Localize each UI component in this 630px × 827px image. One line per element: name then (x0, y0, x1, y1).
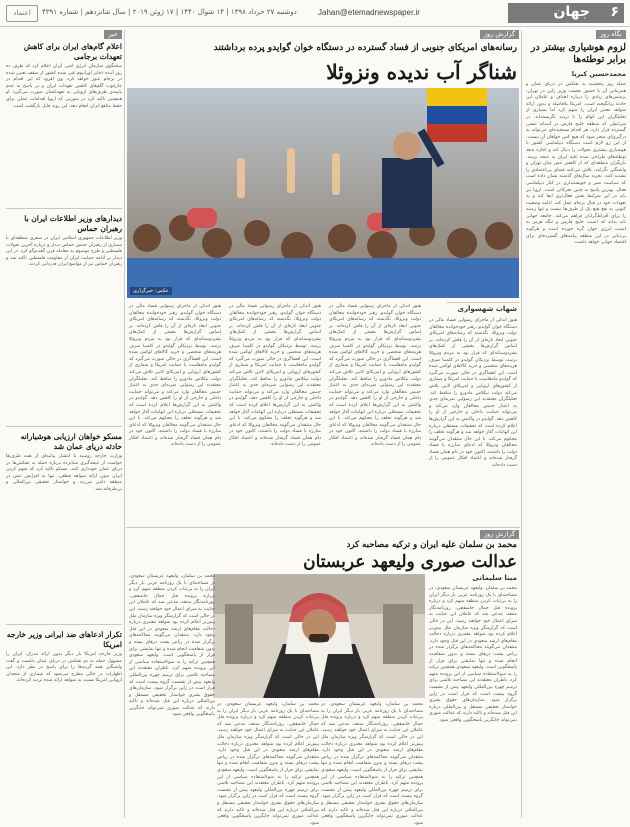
venezuela-body-col4: هنوز اندکی از ماجرای رسوایی فساد مالی در دستگاه خوان گوایدو، رهبر خودخوانده مخالفان دولت ونزوئلا، نگذشته که رسانه‌های امریکای جنوبی ابعاد تازه‌ای از آن را فاش کرده‌اند. بر اساس گزارش‌ها بخشی از کمک‌های بشردوستانه‌ای که قرار بود به مردم ونزوئلا برسد، توسط نزدیکان گوایدو در کلمبیا صرف هزینه‌های شخصی و خرید کالاهای لوکس شده است. این افشاگری در حالی صورت می‌گیرد که گوایدو ماه‌هاست با حمایت امریکا و شماری از کشورهای اروپایی و امریکای لاتین تلاش می‌کند دولت نیکلاس مادورو را ساقط کند. تحلیلگران معتقدند این رسوایی ضربه‌ای جدی به اعتبار جنبش مخالفان وارد می‌کند و می‌تواند حمایت داخلی و خارجی از او را کاهش دهد. گوایدو در واکنش به این گزارش‌ها اعلام کرده است که تحقیقات مستقلی درباره این اتهامات آغاز خواهد شد و هرگونه تخلف را محکوم می‌کند. با این حال منتقدان می‌گویند مخالفان ونزوئلا که ادعای مبارزه با فساد دولت را داشتند، اکنون خود در دام همان فساد گرفتار شده‌اند و اعتماد افکار عمومی را از دست داده‌اند. (129, 304, 221, 448)
news-divider (6, 208, 122, 209)
section-divider (126, 527, 520, 528)
sidebar-tag: نگاه روز (596, 30, 626, 39)
news-tag: خبر (104, 30, 122, 39)
photo-credit: عکس: خبرگزاری (130, 287, 172, 295)
left-news-column (4, 30, 122, 818)
right-sidebar (524, 30, 626, 818)
venezuela-body-col1: هنوز اندکی از ماجرای رسوایی فساد مالی در دستگاه خوان گوایدو، رهبر خودخوانده مخالفان دولت ونزوئلا، نگذشته که رسانه‌های امریکای جنوبی ابعاد تازه‌ای از آن را فاش کرده‌اند. بر اساس گزارش‌ها بخشی از کمک‌های بشردوستانه‌ای که قرار بود به مردم ونزوئلا برسد، توسط نزدیکان گوایدو در کلمبیا صرف هزینه‌های شخصی و خرید کالاهای لوکس شده است. این افشاگری در حالی صورت می‌گیرد که گوایدو ماه‌هاست با حمایت امریکا و شماری از کشورهای اروپایی و امریکای لاتین تلاش می‌کند دولت نیکلاس مادورو را ساقط کند. تحلیلگران معتقدند این رسوایی ضربه‌ای جدی به اعتبار جنبش مخالفان وارد می‌کند و می‌تواند حمایت داخلی و خارجی از او را کاهش دهد. گوایدو در واکنش به این گزارش‌ها اعلام کرده است که تحقیقات مستقلی درباره این اتهامات آغاز خواهد شد و هرگونه تخلف را محکوم می‌کند. با این حال منتقدان می‌گویند مخالفان ونزوئلا که ادعای مبارزه با فساد دولت را داشتند، اکنون خود در دام همان فساد گرفتار شده‌اند و اعتماد افکار عمومی را از دست داده‌اند. (429, 318, 517, 469)
saudi-body-col3: محمد بن سلمان، ولیعهد عربستان سعودی، در مصاحبه‌ای با یک روزنامه عربی بار دیگر ایران را به بی‌ثبات کردن منطقه متهم کرد و درباره پرونده قتل جمال خاشقچی، روزنامه‌نگار منتقد، مدعی شد که عاملان این جنایت به سزای اعمال خود خواهند رسید. این در حالی است که گزارشگر ویژه سازمان ملل پیش‌تر اعلام کرده بود شواهد معتبری درباره دخالت مقام‌های ارشد سعودی در این قتل وجود دارد. منتقدان می‌گویند محاکمه‌های برگزار شده در ریاض پشت درهای بسته و بدون شفافیت انجام شده و تنها نمایشی برای فرار از پاسخگویی است. ولیعهد سعودی همچنین ترکیه را به سوءاستفاده سیاسی از این پرونده متهم کرد. ناظران معتقدند این مصاحبه تلاشی برای ترمیم چهره بین‌المللی ولیعهد پیش از نشست گروه بیست است که قرار است در ژاپن برگزار شود. سازمان‌های حقوق بشری خواستار تحقیقی مستقل و بین‌المللی درباره این قتل شده‌اند و تاکید دارند که عدالت صوری نمی‌تواند جایگزین پاسخگویی واقعی شود. (217, 702, 319, 826)
venezuela-headline[interactable]: شناگر آب ندیده ونزوئلا (326, 60, 517, 84)
saudi-body-col4: محمد بن سلمان، ولیعهد عربستان سعودی، در مصاحبه‌ای با یک روزنامه عربی بار دیگر ایران را به بی‌ثبات کردن منطقه متهم کرد و درباره پرونده قتل جمال خاشقچی، روزنامه‌نگار منتقد، مدعی شد که عاملان این جنایت به سزای اعمال خود خواهند رسید. این در حالی است که گزارشگر ویژه سازمان ملل پیش‌تر اعلام کرده بود شواهد معتبری درباره دخالت مقام‌های ارشد سعودی در این قتل وجود دارد. منتقدان می‌گویند محاکمه‌های برگزار شده در ریاض پشت درهای بسته و بدون شفافیت انجام شده و تنها نمایشی برای فرار از پاسخگویی است. ولیعهد سعودی همچنین ترکیه را به سوءاستفاده سیاسی از این پرونده متهم کرد. ناظران معتقدند این مصاحبه تلاشی برای ترمیم چهره بین‌المللی ولیعهد پیش از نشست گروه بیست است که قرار است در ژاپن برگزار شود. سازمان‌های حقوق بشری خواستار تحقیقی مستقل و بین‌المللی درباره این قتل شده‌اند و تاکید دارند که عدالت صوری نمی‌تواند جایگزین پاسخگویی واقعی شود. (129, 574, 215, 718)
sidebar-author: محمدحسین کبریا (571, 70, 626, 78)
news-headline[interactable]: دیدارهای وزیر اطلاعات ایران با رهبران حماس (24, 214, 122, 233)
report-tag: گزارش روز (480, 30, 519, 39)
news-divider (6, 426, 122, 427)
saudi-photo (213, 574, 425, 698)
saudi-author: مینا سلیمانی (472, 574, 517, 582)
portrait-photo (213, 574, 425, 698)
news-headline[interactable]: مسکو خواهان ارزیابی هوشیارانه حادثه دریای عمان شد (20, 432, 122, 451)
venezuela-author: شهاب شهسواری (457, 305, 517, 313)
column-divider (521, 30, 522, 818)
news-divider (6, 624, 122, 625)
report-tag: گزارش روز (480, 530, 519, 539)
page-number: ۶ (610, 4, 619, 20)
saudi-body-col1: محمد بن سلمان، ولیعهد عربستان سعودی، در مصاحبه‌ای با یک روزنامه عربی بار دیگر ایران را به بی‌ثبات کردن منطقه متهم کرد و درباره پرونده قتل جمال خاشقچی، روزنامه‌نگار منتقد، مدعی شد که عاملان این جنایت به سزای اعمال خود خواهند رسید. این در حالی است که گزارشگر ویژه سازمان ملل پیش‌تر اعلام کرده بود شواهد معتبری درباره دخالت مقام‌های ارشد سعودی در این قتل وجود دارد. منتقدان می‌گویند محاکمه‌های برگزار شده در ریاض پشت درهای بسته و بدون شفافیت انجام شده و تنها نمایشی برای فرار از پاسخگویی است. ولیعهد سعودی همچنین ترکیه را به سوءاستفاده سیاسی از این پرونده متهم کرد. ناظران معتقدند این مصاحبه تلاشی برای ترمیم چهره بین‌المللی ولیعهد پیش از نشست گروه بیست است که قرار است در ژاپن برگزار شود. سازمان‌های حقوق بشری خواستار تحقیقی مستقل و بین‌المللی درباره این قتل شده‌اند و تاکید دارند که عدالت صوری نمی‌تواند جایگزین پاسخگویی واقعی شود. (429, 586, 517, 723)
venezuela-body-col2: هنوز اندکی از ماجرای رسوایی فساد مالی در دستگاه خوان گوایدو، رهبر خودخوانده مخالفان دولت ونزوئلا، نگذشته که رسانه‌های امریکای جنوبی ابعاد تازه‌ای از آن را فاش کرده‌اند. بر اساس گزارش‌ها بخشی از کمک‌های بشردوستانه‌ای که قرار بود به مردم ونزوئلا برسد، توسط نزدیکان گوایدو در کلمبیا صرف هزینه‌های شخصی و خرید کالاهای لوکس شده است. این افشاگری در حالی صورت می‌گیرد که گوایدو ماه‌هاست با حمایت امریکا و شماری از کشورهای اروپایی و امریکای لاتین تلاش می‌کند دولت نیکلاس مادورو را ساقط کند. تحلیلگران معتقدند این رسوایی ضربه‌ای جدی به اعتبار جنبش مخالفان وارد می‌کند و می‌تواند حمایت داخلی و خارجی از او را کاهش دهد. گوایدو در واکنش به این گزارش‌ها اعلام کرده است که تحقیقات مستقلی درباره این اتهامات آغاز خواهد شد و هرگونه تخلف را محکوم می‌کند. با این حال منتقدان می‌گویند مخالفان ونزوئلا که ادعای مبارزه با فساد دولت را داشتند، اکنون خود در دام همان فساد گرفتار شده‌اند و اعتماد افکار عمومی را از دست داده‌اند. (329, 304, 421, 448)
news-body: وزارت خارجه روسیه با انتشار بیانیه‌ای از همه طرف‌ها خواست از نتیجه‌گیری شتابزده درباره حمله به نفتکش‌ها در دریای عمان خودداری کنند. مسکو تاکید کرد که متهم کردن ایران بدون ارائه شواهد قطعی، تنها به افزایش تنش در منطقه دامن می‌زند و خواستار تحقیقی بین‌المللی و بی‌طرفانه شد. (6, 454, 122, 492)
news-body: وزیر خارجه امریکا بار دیگر بدون ارائه مدرک، ایران را مسوول حمله به دو نفتکش در دریای عمان دانست و گفت واشنگتن همه گزینه‌ها را برای پاسخ در نظر دارد. این اظهارات در حالی مطرح می‌شود که شماری از متحدان اروپایی امریکا نسبت به شواهد ارائه شده تردید کرده‌اند. (6, 652, 122, 684)
sidebar-body: حمله روز پنجشنبه به نفتکش در دریای عمان و همزمانی آن با حضور نخست وزیر ژاپن در تهران، پرسش‌های زیادی را درباره اهداف و عاملان این حادثه برانگیخته است. امریکا بلافاصله و بدون ارائه شواهد معتبر ایران را متهم کرد اما بسیاری از تحلیلگران این اتهام را با تردید نگریسته‌اند. در شرایطی که منطقه خلیج فارس در آستانه تنشی گسترده قرار دارد، هر اقدام نسنجیده‌ای می‌تواند به درگیری‌ای منجر شود که هیچ کس خواهان آن نیست. از این رو لازم است دستگاه دیپلماسی کشور با هوشیاری بیشتری تحولات را دنبال کند و اجازه ندهد توطئه‌های طراحی شده علیه ایران به نتیجه برسد. بازیگران منطقه‌ای که از کاهش تنش میان تهران و واشنگتن نگرانند، تلاش می‌کنند فضای بی‌اعتمادی را تشدید کنند. تجربه سال‌های گذشته نشان داده است که سیاست صبر و خویشتنداری در کنار دیپلماسی فعال، بهترین پاسخ به چنین تحرکاتی است. اروپا نیز باید در این شرایط نقش فعال‌تری ایفا کند و به تعهدات خود در قبال برجام عمل کند. ادامه وضعیت کنونی به نفع هیچ یک از طرف‌ها نیست و تنها زمینه را برای افراط‌گرایان فراهم می‌کند. جامعه جهانی باید بداند که امنیت خلیج فارس و تنگه هرمز به امنیت انرژی جهان گره خورده است و هرگونه بی‌ثباتی در این منطقه پیامدهای گسترده‌ای برای اقتصاد جهانی خواهد داشت. (526, 82, 626, 246)
news-headline[interactable]: تکرار ادعاهای ضد ایرانی وزیر خارجه امریکا (6, 630, 122, 649)
venezuela-kicker: رسانه‌های امریکای جنوبی از فساد گسترده در دستگاه خوان گوایدو پرده برداشتند (213, 43, 517, 53)
column-divider (124, 30, 125, 818)
section-name: جهان (553, 4, 590, 20)
page-header (0, 0, 630, 27)
author-divider (447, 302, 519, 303)
saudi-headline[interactable]: عدالت صوری ولیعهد عربستان (303, 552, 517, 572)
saudi-kicker: محمد بن سلمان علیه ایران و ترکیه مصاحبه کرد (346, 540, 517, 550)
saudi-body-col2: محمد بن سلمان، ولیعهد عربستان سعودی، در مصاحبه‌ای با یک روزنامه عربی بار دیگر ایران را به بی‌ثبات کردن منطقه متهم کرد و درباره پرونده قتل جمال خاشقچی، روزنامه‌نگار منتقد، مدعی شد که عاملان این جنایت به سزای اعمال خود خواهند رسید. این در حالی است که گزارشگر ویژه سازمان ملل پیش‌تر اعلام کرده بود شواهد معتبری درباره دخالت مقام‌های ارشد سعودی در این قتل وجود دارد. منتقدان می‌گویند محاکمه‌های برگزار شده در ریاض پشت درهای بسته و بدون شفافیت انجام شده و تنها نمایشی برای فرار از پاسخگویی است. ولیعهد سعودی همچنین ترکیه را به سوءاستفاده سیاسی از این پرونده متهم کرد. ناظران معتقدند این مصاحبه تلاشی برای ترمیم چهره بین‌المللی ولیعهد پیش از نشست گروه بیست است که قرار است در ژاپن برگزار شود. سازمان‌های حقوق بشری خواستار تحقیقی مستقل و بین‌المللی درباره این قتل شده‌اند و تاکید دارند که عدالت صوری نمی‌تواند جایگزین پاسخگویی واقعی شود. (321, 702, 423, 826)
sidebar-headline[interactable]: لزوم هوشیاری بیشتر در برابر توطئه‌ها (530, 42, 626, 65)
newspaper-logo: اعتماد (6, 5, 38, 22)
dateline: دوشنبه ۲۷ خرداد ۱۳۹۸ | ۱۴ شوال ۱۴۴۰ | ۱۷ ژوئن ۲۰۱۹ | سال شانزدهم | شماره ۴۳۹۱ (42, 8, 297, 16)
venezuela-story (127, 30, 519, 524)
section-label (508, 3, 624, 23)
venezuela-photo (127, 88, 519, 298)
saudi-story (127, 530, 519, 826)
news-body: وزیر اطلاعات جمهوری اسلامی ایران در سفری منطقه‌ای با شماری از رهبران جنبش حماس دیدار و درباره آخرین تحولات فلسطین و طرح موسوم به معامله قرن گفت‌وگو کرد. در این دیدار بر ادامه حمایت ایران از مقاومت فلسطین تاکید شد و رهبران حماس نیز از مواضع ایران قدردانی کردند. (6, 236, 122, 268)
section-email[interactable]: Jahan@etemadnewspaper.ir (318, 8, 420, 17)
news-body: سخنگوی سازمان انرژی اتمی ایران اعلام کرد که ظرف ده روز آینده ذخایر اورانیوم غنی شده کشور از سقف تعیین شده در برجام عبور خواهد کرد. وی افزود که این اقدام در چارچوب گام‌های کاهش تعهدات ایران و در پاسخ به عدم پایبندی طرف‌های اروپایی به تعهداتشان صورت می‌گیرد. او همچنین تاکید کرد در صورتی که اروپا اقدامات عملی برای حفظ منافع ایران انجام دهد، این روند قابل بازگشت است. (6, 64, 122, 109)
news-headline[interactable]: اعلام گام‌های ایران برای کاهش تعهدات برجامی (23, 42, 122, 61)
crowd-photo (127, 88, 519, 298)
venezuela-body-col3: هنوز اندکی از ماجرای رسوایی فساد مالی در دستگاه خوان گوایدو، رهبر خودخوانده مخالفان دولت ونزوئلا، نگذشته که رسانه‌های امریکای جنوبی ابعاد تازه‌ای از آن را فاش کرده‌اند. بر اساس گزارش‌ها بخشی از کمک‌های بشردوستانه‌ای که قرار بود به مردم ونزوئلا برسد، توسط نزدیکان گوایدو در کلمبیا صرف هزینه‌های شخصی و خرید کالاهای لوکس شده است. این افشاگری در حالی صورت می‌گیرد که گوایدو ماه‌هاست با حمایت امریکا و شماری از کشورهای اروپایی و امریکای لاتین تلاش می‌کند دولت نیکلاس مادورو را ساقط کند. تحلیلگران معتقدند این رسوایی ضربه‌ای جدی به اعتبار جنبش مخالفان وارد می‌کند و می‌تواند حمایت داخلی و خارجی از او را کاهش دهد. گوایدو در واکنش به این گزارش‌ها اعلام کرده است که تحقیقات مستقلی درباره این اتهامات آغاز خواهد شد و هرگونه تخلف را محکوم می‌کند. با این حال منتقدان می‌گویند مخالفان ونزوئلا که ادعای مبارزه با فساد دولت را داشتند، اکنون خود در دام همان فساد گرفتار شده‌اند و اعتماد افکار عمومی را از دست داده‌اند. (229, 304, 321, 448)
